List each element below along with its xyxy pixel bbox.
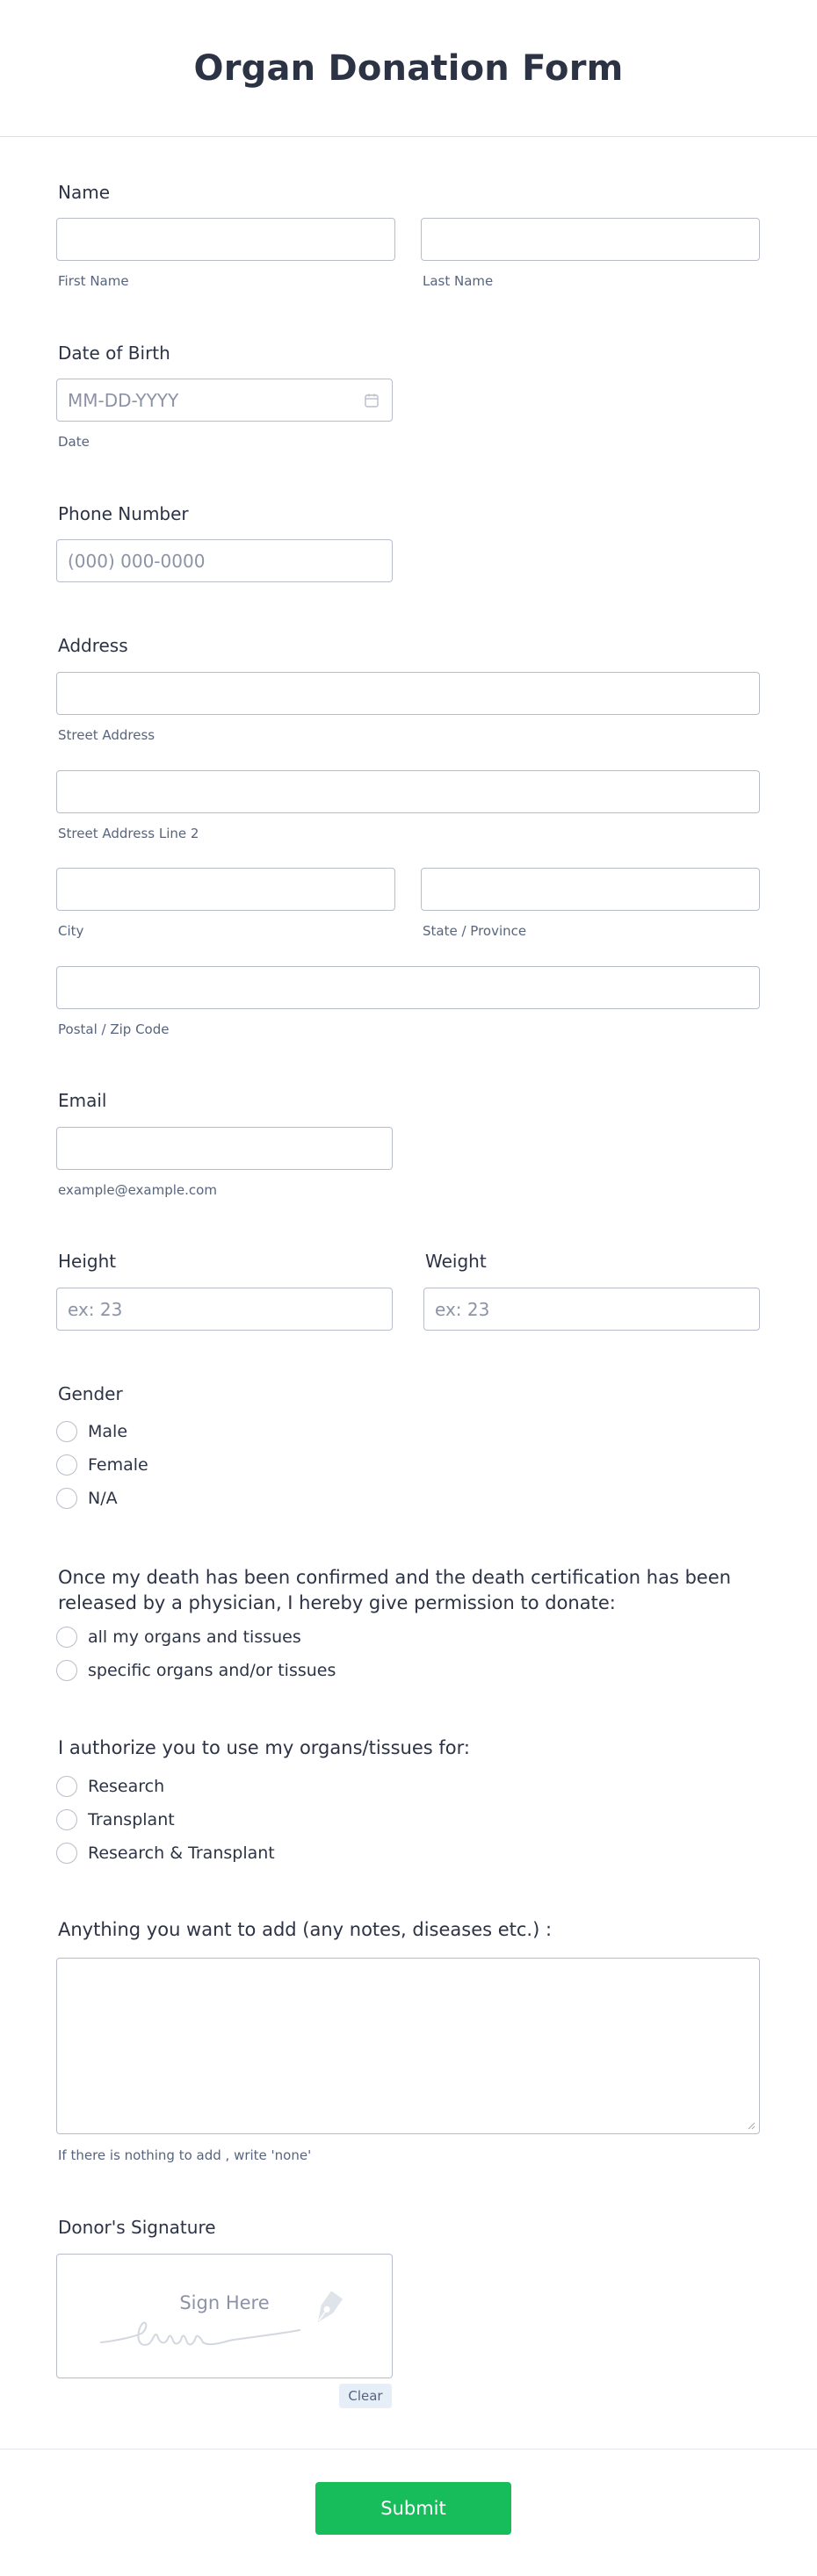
city-sublabel: City <box>58 923 84 939</box>
gender-option-na[interactable] <box>56 1486 118 1511</box>
authorize-option-research[interactable] <box>56 1774 164 1799</box>
notes-textarea[interactable] <box>56 1958 760 2134</box>
radio-button[interactable] <box>56 1488 77 1509</box>
gender-option-male[interactable] <box>56 1419 127 1444</box>
phone-label: Phone Number <box>58 503 189 524</box>
signature-label: Donor's Signature <box>58 2217 216 2238</box>
zip-sublabel: Postal / Zip Code <box>58 1021 170 1037</box>
authorize-option-both[interactable] <box>56 1841 275 1865</box>
authorize-option-transplant[interactable] <box>56 1808 175 1832</box>
radio-label: Research & Transplant <box>88 1844 275 1863</box>
street-address-line2-input[interactable] <box>56 770 760 813</box>
last-name-sublabel: Last Name <box>423 273 494 289</box>
permission-option-specific[interactable] <box>56 1658 336 1683</box>
state-input[interactable] <box>421 868 760 911</box>
dob-placeholder: MM-DD-YYYY <box>68 389 179 411</box>
height-input[interactable] <box>56 1288 393 1331</box>
radio-label: specific organs and/or tissues <box>88 1661 336 1680</box>
city-input[interactable] <box>56 868 395 911</box>
dob-input[interactable] <box>56 379 393 422</box>
radio-button[interactable] <box>56 1776 77 1797</box>
submit-button[interactable]: Submit <box>315 2482 511 2535</box>
footer-divider <box>0 2449 817 2450</box>
first-name-input[interactable] <box>56 218 395 261</box>
gender-label: Gender <box>58 1383 123 1404</box>
signature-pad[interactable] <box>56 2254 393 2378</box>
street-address-line2-sublabel: Street Address Line 2 <box>58 826 199 841</box>
radio-button[interactable] <box>56 1454 77 1476</box>
email-label: Email <box>58 1090 107 1111</box>
authorize-question: I authorize you to use my organs/tissues for: <box>58 1737 470 1758</box>
permission-option-all[interactable] <box>56 1625 301 1649</box>
form-title: Organ Donation Form <box>193 47 624 89</box>
notes-label: Anything you want to add (any notes, diseases etc.) : <box>58 1919 553 1940</box>
radio-label: Female <box>88 1455 148 1475</box>
radio-label: N/A <box>88 1489 118 1508</box>
address-label: Address <box>58 635 128 656</box>
radio-label: Transplant <box>88 1810 175 1829</box>
radio-button[interactable] <box>56 1809 77 1830</box>
radio-button[interactable] <box>56 1660 77 1681</box>
first-name-sublabel: First Name <box>58 273 129 289</box>
email-sublabel: example@example.com <box>58 1182 217 1198</box>
weight-input[interactable] <box>423 1288 760 1331</box>
form-header <box>0 0 817 137</box>
name-label: Name <box>58 182 111 203</box>
email-input[interactable] <box>56 1127 393 1170</box>
height-label: Height <box>58 1251 117 1272</box>
radio-label: Research <box>88 1777 165 1796</box>
last-name-input[interactable] <box>421 218 760 261</box>
radio-label: all my organs and tissues <box>88 1627 301 1647</box>
radio-label: Male <box>88 1422 128 1441</box>
signature-placeholder: Sign Here <box>179 2292 270 2313</box>
clear-signature-button[interactable]: Clear <box>339 2384 392 2408</box>
radio-button[interactable] <box>56 1843 77 1864</box>
street-address-input[interactable] <box>56 672 760 715</box>
phone-input[interactable] <box>56 539 393 582</box>
weight-label: Weight <box>425 1251 487 1272</box>
dob-sublabel: Date <box>58 434 90 450</box>
radio-button[interactable] <box>56 1627 77 1648</box>
calendar-icon[interactable] <box>364 393 380 408</box>
dob-label: Date of Birth <box>58 343 170 364</box>
notes-sublabel: If there is nothing to add , write 'none' <box>58 2147 312 2163</box>
permission-question: Once my death has been confirmed and the death certification has been released by a physician, I hereby give permission to donate: <box>58 1567 732 1613</box>
state-sublabel: State / Province <box>423 923 527 939</box>
street-address-sublabel: Street Address <box>58 727 155 743</box>
pen-nib-icon <box>305 2290 347 2332</box>
resize-grip-icon[interactable] <box>747 2121 756 2130</box>
zip-input[interactable] <box>56 966 760 1009</box>
gender-option-female[interactable] <box>56 1453 148 1477</box>
radio-button[interactable] <box>56 1421 77 1442</box>
